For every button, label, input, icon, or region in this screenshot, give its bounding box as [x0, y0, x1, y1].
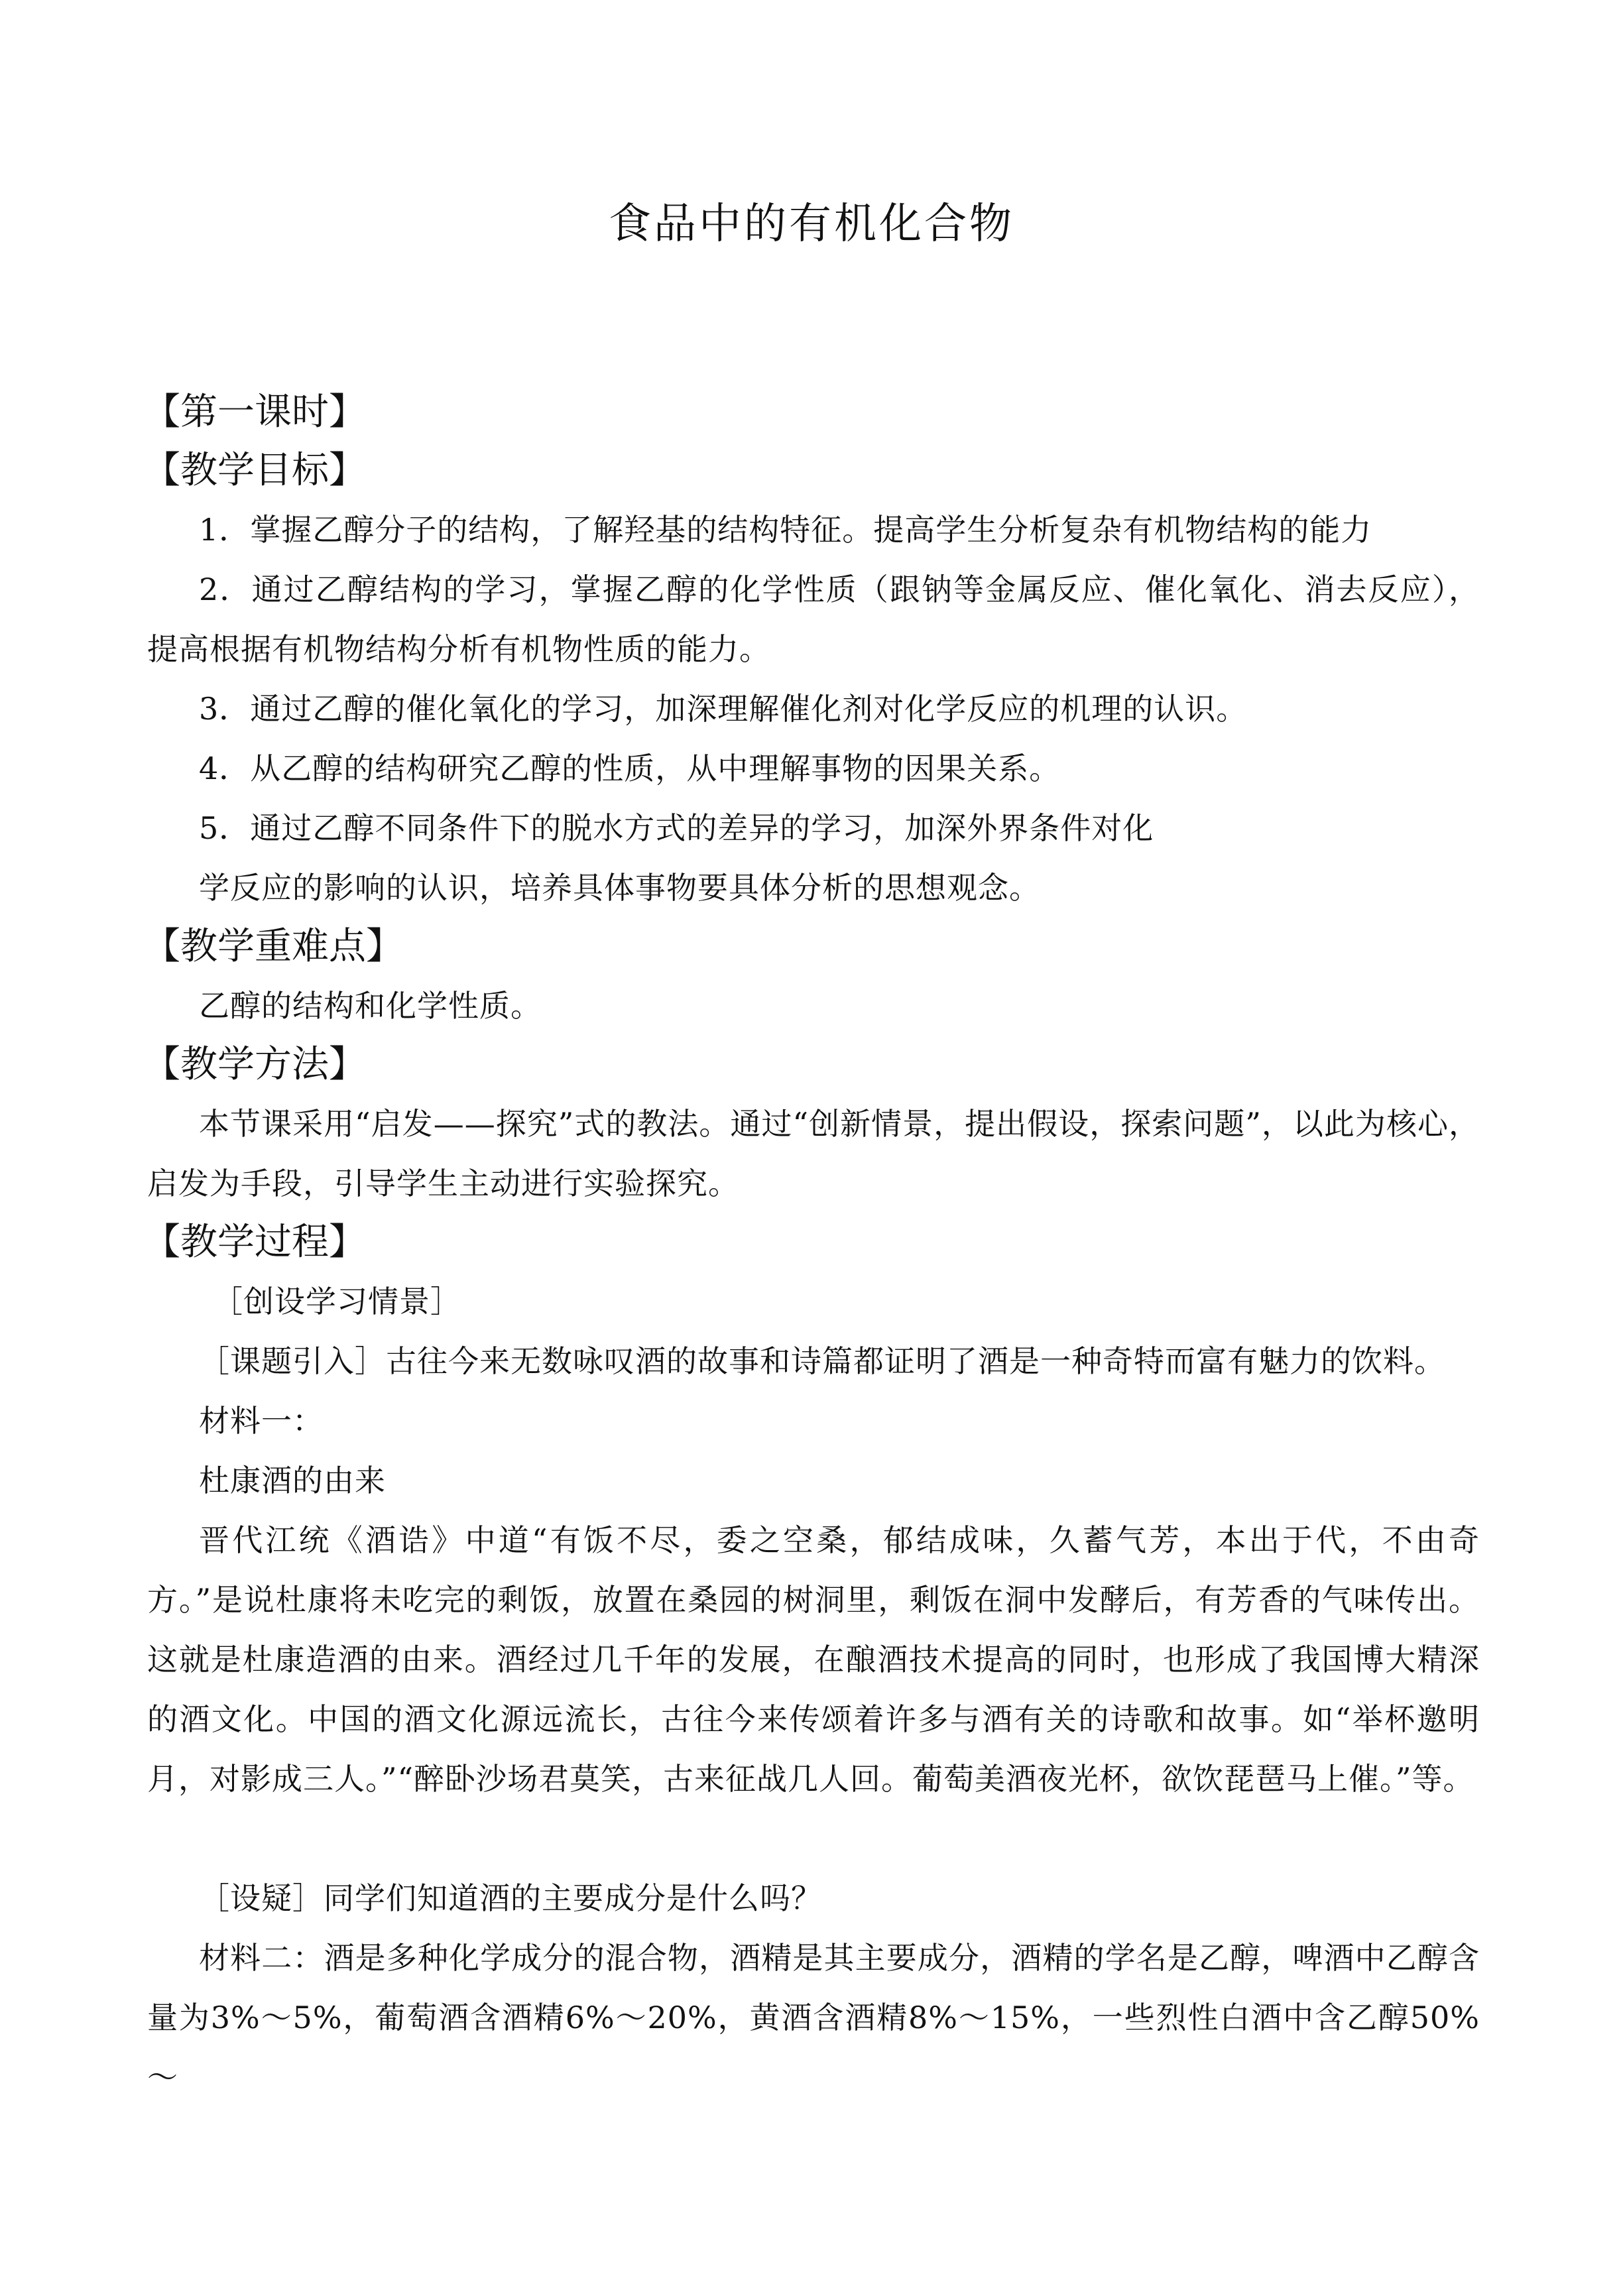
- methods-text: 本节课采用“启发——探究”式的教法。通过“创新情景，提出假设，探索问题”，以此为核心，启发为手段，引导学生主动进行实验探究。: [147, 1106, 1480, 1201]
- document-title: 食品中的有机化合物: [609, 200, 1014, 249]
- process-paragraph: 材料二：酒是多种化学成分的混合物，酒精是其主要成分，酒精的学名是乙醇，啤酒中乙醇含量为3%～5%，葡萄酒含酒精6%～20%，黄酒含酒精8%～15%，一些烈性白酒中含乙醇50%～: [147, 1940, 1480, 2095]
- objective-item: 4．从乙醇的结构研究乙醇的性质，从中理解事物的因果关系。: [199, 751, 1061, 786]
- process-paragraph: 材料一：: [199, 1403, 324, 1439]
- objective-item: 3．通过乙醇的催化氧化的学习，加深理解催化剂对化学反应的机理的认识。: [199, 691, 1248, 727]
- process-paragraph: 杜康酒的由来: [199, 1463, 386, 1498]
- lesson-heading: 【第一课时】: [143, 391, 366, 434]
- objective-item: 2．通过乙醇结构的学习，掌握乙醇的化学性质（跟钠等金属反应、催化氧化、消去反应），提高根据有机物结构分析有机物性质的能力。: [147, 572, 1480, 667]
- key-points-heading: 【教学重难点】: [143, 925, 403, 968]
- objective-item: 学反应的影响的认识，培养具体事物要具体分析的思想观念。: [199, 870, 1040, 906]
- methods-heading: 【教学方法】: [143, 1043, 366, 1086]
- objective-item: 5．通过乙醇不同条件下的脱水方式的差异的学习，加深外界条件对化: [199, 810, 1154, 846]
- process-paragraph: 晋代江统《酒诰》中道“有饭不尽，委之空桑，郁结成味，久蓄气芳，本出于代，不由奇方。”是说杜康将未吃完的剩饭，放置在桑园的树洞里，剩饭在洞中发酵后，有芳香的气味传出。这就是杜康造酒的由来。酒经过几千年的发展，在酿酒技术提高的同时，也形成了我国博大精深的酒文化。中国的酒文化源远流长，古往今来传颂着许多与酒有关的诗歌和故事。如“举杯邀明月，对影成三人。”“醉卧沙场君莫笑，古来征战几人回。葡萄美酒夜光杯，欲饮琵琶马上催。”等。: [147, 1522, 1480, 1797]
- process-paragraph: ［创设学习情景］: [212, 1284, 461, 1319]
- process-heading: 【教学过程】: [143, 1221, 366, 1264]
- process-paragraph: ［课题引入］古往今来无数咏叹酒的故事和诗篇都证明了酒是一种奇特而富有魅力的饮料。: [199, 1343, 1445, 1379]
- objective-item: 1．掌握乙醇分子的结构，了解羟基的结构特征。提高学生分析复杂有机物结构的能力: [199, 512, 1372, 548]
- objectives-heading: 【教学目标】: [143, 449, 366, 492]
- process-paragraph: ［设疑］同学们知道酒的主要成分是什么吗？: [199, 1880, 822, 1916]
- document-body: [143, 383, 1480, 2095]
- key-points-text: 乙醇的结构和化学性质。: [199, 988, 542, 1024]
